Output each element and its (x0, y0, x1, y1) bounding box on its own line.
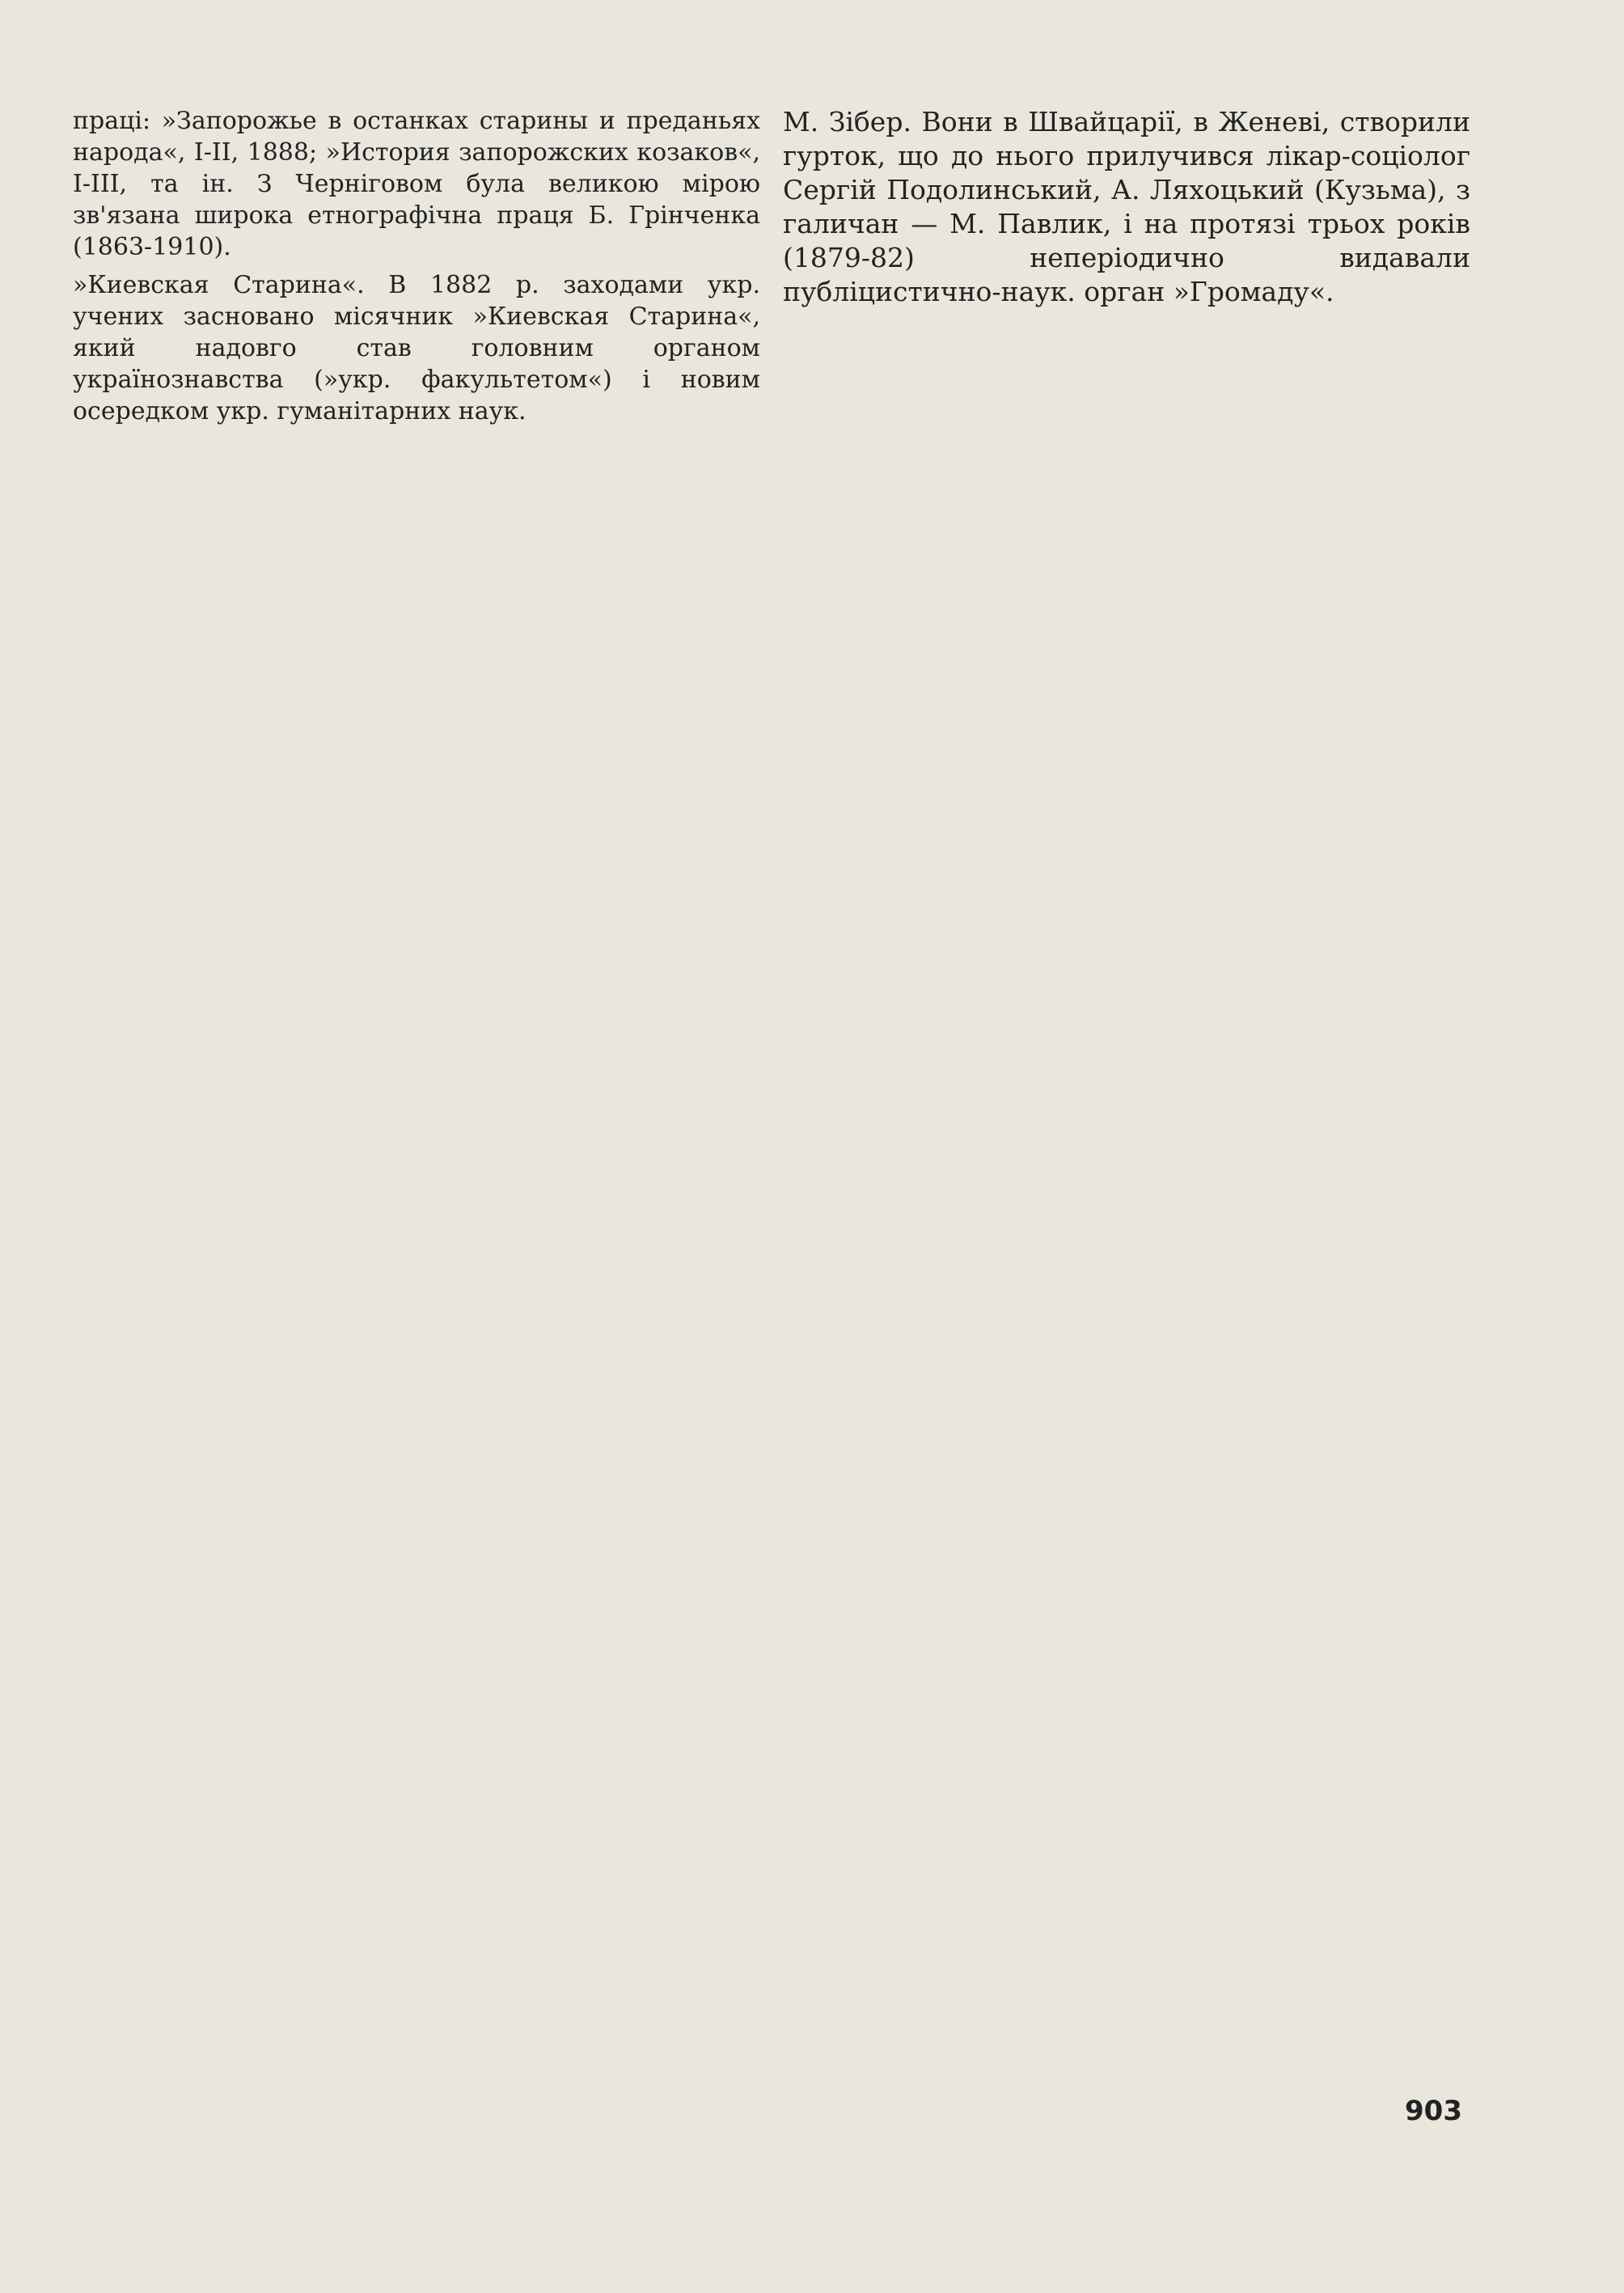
right-column (783, 105, 1470, 315)
left-paragraph-1: праці: »Запорожье в останках старины и преданьях народа«, I-II, 1888; »История запорожских козаков«, I-III, та ін. З Черніговом була великою мірою зв'язана широка етнографічна праця Б. Грінченка (1863-1910). (73, 107, 760, 261)
left-column (73, 105, 760, 434)
left-paragraph-2: »Киевская Старина«. В 1882 р. заходами укр. учених засновано місячник »Киевская Старина«, який надовго став головним органом українознавства (»укр. факультетом«) і новим осередком укр. гуманітарних наук. (73, 271, 760, 425)
page-number: 903 (1405, 2095, 1462, 2127)
right-paragraph-1: М. Зібер. Вони в Швайцарії, в Женеві, створили гурток, що до нього прилучився лікар-соціолог Сергій Подолинський, А. Ляхоцький (Кузьма), з галичан — М. Павлик, і на протязі трьох років (1879-82) неперіодично видавали публіцистично-наук. орган »Громаду«. (783, 106, 1470, 307)
